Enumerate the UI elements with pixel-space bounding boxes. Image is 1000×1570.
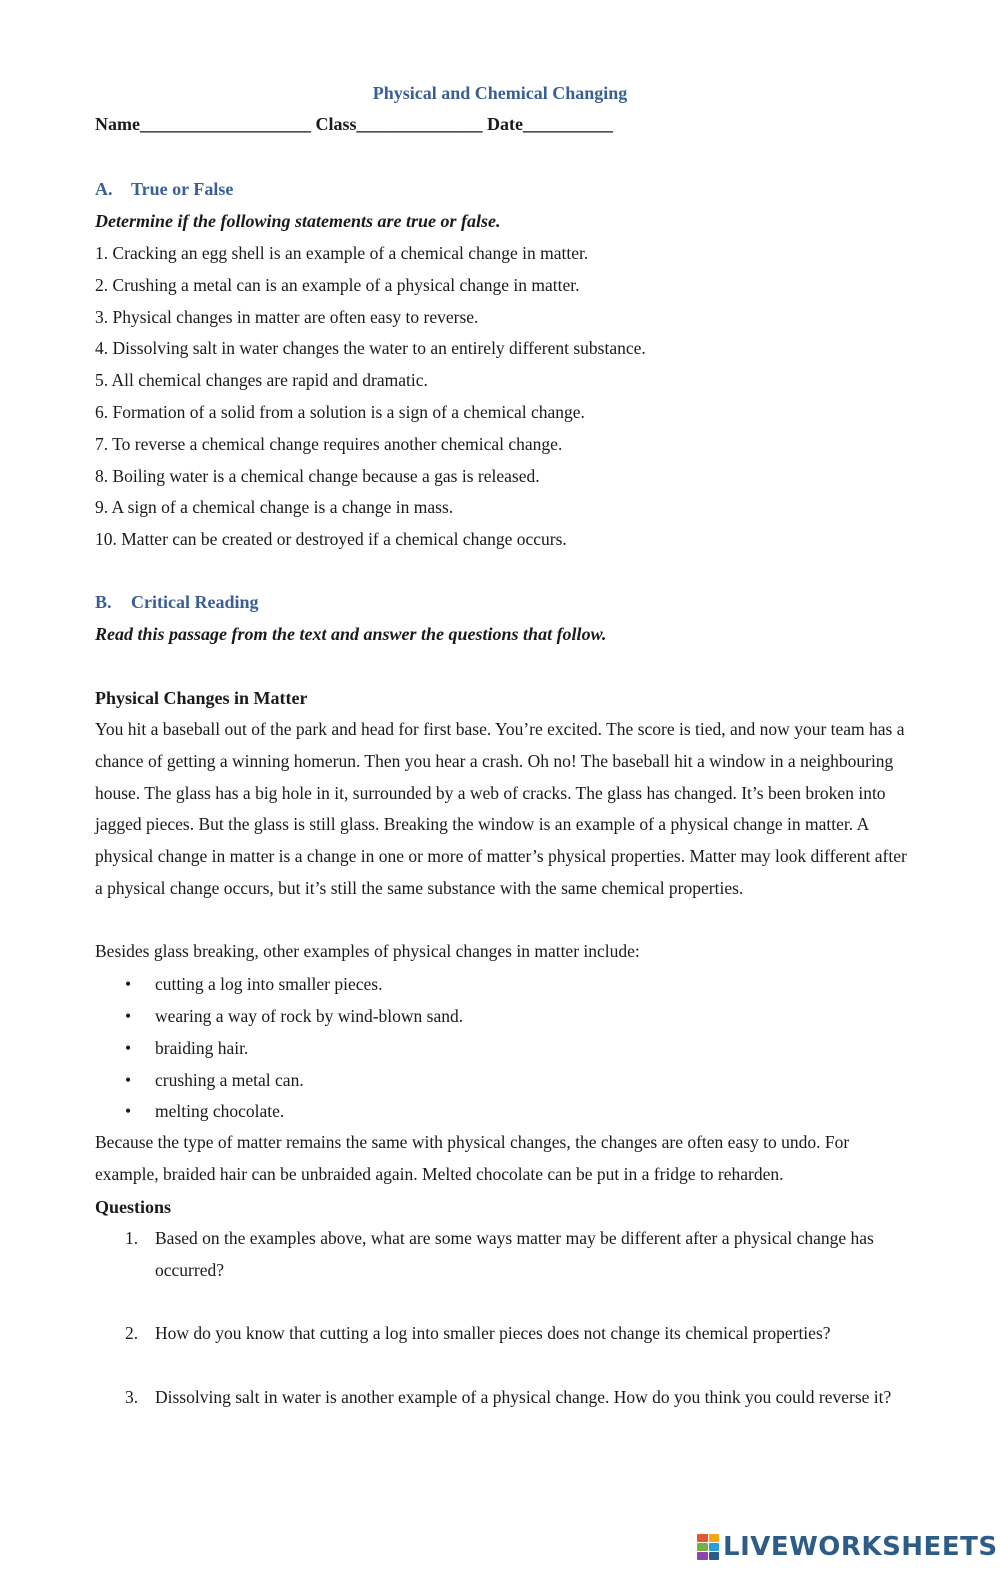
statement: 1. Cracking an egg shell is an example of a chemical change in matter.: [95, 243, 589, 263]
worksheet-title: Physical and Chemical Changing: [372, 83, 628, 103]
question-number: 2.: [125, 1323, 139, 1343]
section-b-instruction: Read this passage from the text and answer the questions that follow.: [95, 624, 607, 644]
statement: 10. Matter can be created or destroyed if a chemical change occurs.: [95, 529, 567, 549]
bullet-dot: •: [125, 1101, 132, 1121]
question-text: Based on the examples above, what are some ways matter may be different after a physical change has occurred?: [155, 1228, 874, 1280]
question-text: How do you know that cutting a log into smaller pieces does not change its chemical properties?: [155, 1323, 831, 1343]
statement: 8. Boiling water is a chemical change because a gas is released.: [95, 466, 540, 486]
liveworksheets-logo[interactable]: [697, 1532, 998, 1562]
bullet-text: cutting a log into smaller pieces.: [155, 974, 383, 994]
passage-paragraph-1: You hit a baseball out of the park and head for first base. You’re excited. The score is tied, and now your team has a chance of getting a winning homerun. Then you hear a crash. Oh no! The baseball hit a window in a neighbouring house. The glass has a big hole in it, surrounded by a web of cracks. The glass has changed. It’s been broken into jagged pieces. But the glass is still glass. Breaking the window is an example of a physical change in matter. A physical change in matter is a change in one or more of matter’s physical properties. Matter may look different after a physical change occurs, but it’s still the same substance with the same chemical properties.: [95, 719, 907, 898]
bullet-dot: •: [125, 1006, 132, 1026]
questions-heading: Questions: [95, 1197, 172, 1217]
logo-text: LIVEWORKSHEETS: [723, 1532, 998, 1562]
example-bullet: [125, 974, 382, 995]
section-b-title: Critical Reading: [131, 592, 259, 612]
bullet-dot: •: [125, 1070, 132, 1090]
statement: 6. Formation of a solid from a solution is a sign of a chemical change.: [95, 402, 585, 422]
passage-title: Physical Changes in Matter: [95, 688, 308, 708]
example-bullet: [125, 1006, 463, 1027]
bullet-text: wearing a way of rock by wind-blown sand.: [155, 1006, 464, 1026]
statement: 7. To reverse a chemical change requires another chemical change.: [95, 434, 563, 454]
bullet-text: crushing a metal can.: [155, 1070, 304, 1090]
logo-mark-icon: [697, 1534, 719, 1560]
question-number: 1.: [125, 1228, 139, 1248]
example-bullet: [125, 1070, 304, 1091]
passage-paragraph-2: Besides glass breaking, other examples of physical changes in matter include:: [95, 941, 640, 961]
section-a-letter: A.: [95, 179, 113, 199]
bullet-text: melting chocolate.: [155, 1101, 285, 1121]
statement: 9. A sign of a chemical change is a change in mass.: [95, 497, 454, 517]
question-text: Dissolving salt in water is another example of a physical change. How do you think you could reverse it?: [155, 1387, 892, 1407]
section-a-instruction: Determine if the following statements are true or false.: [95, 211, 501, 231]
bullet-dot: •: [125, 1038, 132, 1058]
example-bullet: [125, 1038, 248, 1059]
example-bullet: [125, 1101, 284, 1122]
statement: 5. All chemical changes are rapid and dramatic.: [95, 370, 428, 390]
bullet-dot: •: [125, 974, 132, 994]
section-b-letter: B.: [95, 592, 112, 612]
student-info-line: Name___________________ Class______________ Date__________: [95, 114, 613, 134]
question-item: [125, 1223, 905, 1287]
statement: 3. Physical changes in matter are often easy to reverse.: [95, 307, 479, 327]
question-item: [125, 1382, 905, 1414]
statement: 4. Dissolving salt in water changes the water to an entirely different substance.: [95, 338, 646, 358]
question-item: [125, 1318, 905, 1350]
bullet-text: braiding hair.: [155, 1038, 249, 1058]
section-a-heading: [95, 179, 233, 200]
statement: 2. Crushing a metal can is an example of a physical change in matter.: [95, 275, 580, 295]
section-a-title: True or False: [131, 179, 234, 199]
section-b-heading: [95, 592, 259, 613]
passage-paragraph-3: Because the type of matter remains the same with physical changes, the changes are often easy to undo. For example, braided hair can be unbraided again. Melted chocolate can be put in a fridge to reharden.: [95, 1132, 850, 1184]
question-number: 3.: [125, 1387, 139, 1407]
